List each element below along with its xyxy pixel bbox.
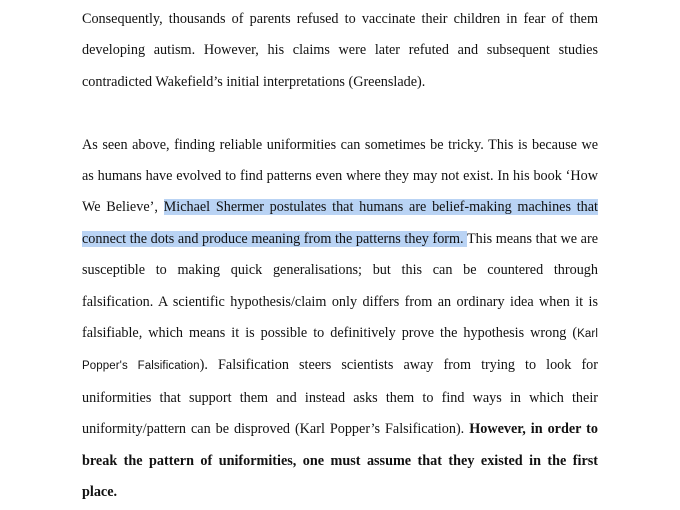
paragraph-1-text: Consequently, thousands of parents refused to vaccinate their children in fear of them developing autism. However, his claims were later refuted and subsequent studies contradicted Wakefield’s initial interpretations (Greenslade). (82, 11, 598, 90)
paragraph-2-intro: As seen above, finding reliable uniformities can sometimes be tricky. This is because we as humans have evolved to find patterns even where they may not exist. In his book ‘How We Believe’, (82, 136, 598, 216)
paragraph-2-after-citation: ). Falsification steers scientists away from trying to look for uniformities that support them and instead asks them to find ways in which their uniformity/pattern can be disproved (Karl Popper’s Falsification). (82, 357, 598, 438)
bold-conclusion: However, in order to break the pattern of uniformities, one must assume that they existed in the first place. (82, 421, 598, 501)
paragraph-2-middle: This means that we are susceptible to making quick generalisations; but this can be countered through falsification. A scientific hypothesis/claim only differs from an ordinary idea when it is falsifiable, which means it is possible to definitively prove the hypothesis wrong ( (82, 230, 598, 342)
paragraph-vaccine-autism (82, 4, 598, 98)
paragraph-uniformities (82, 130, 598, 509)
citation-karl-popper: Karl Popper's Falsification (82, 328, 598, 373)
highlighted-text-selection[interactable]: Michael Shermer postulates that humans are belief-making machines that connect the dots and produce meaning from the patterns they form. (82, 199, 598, 247)
